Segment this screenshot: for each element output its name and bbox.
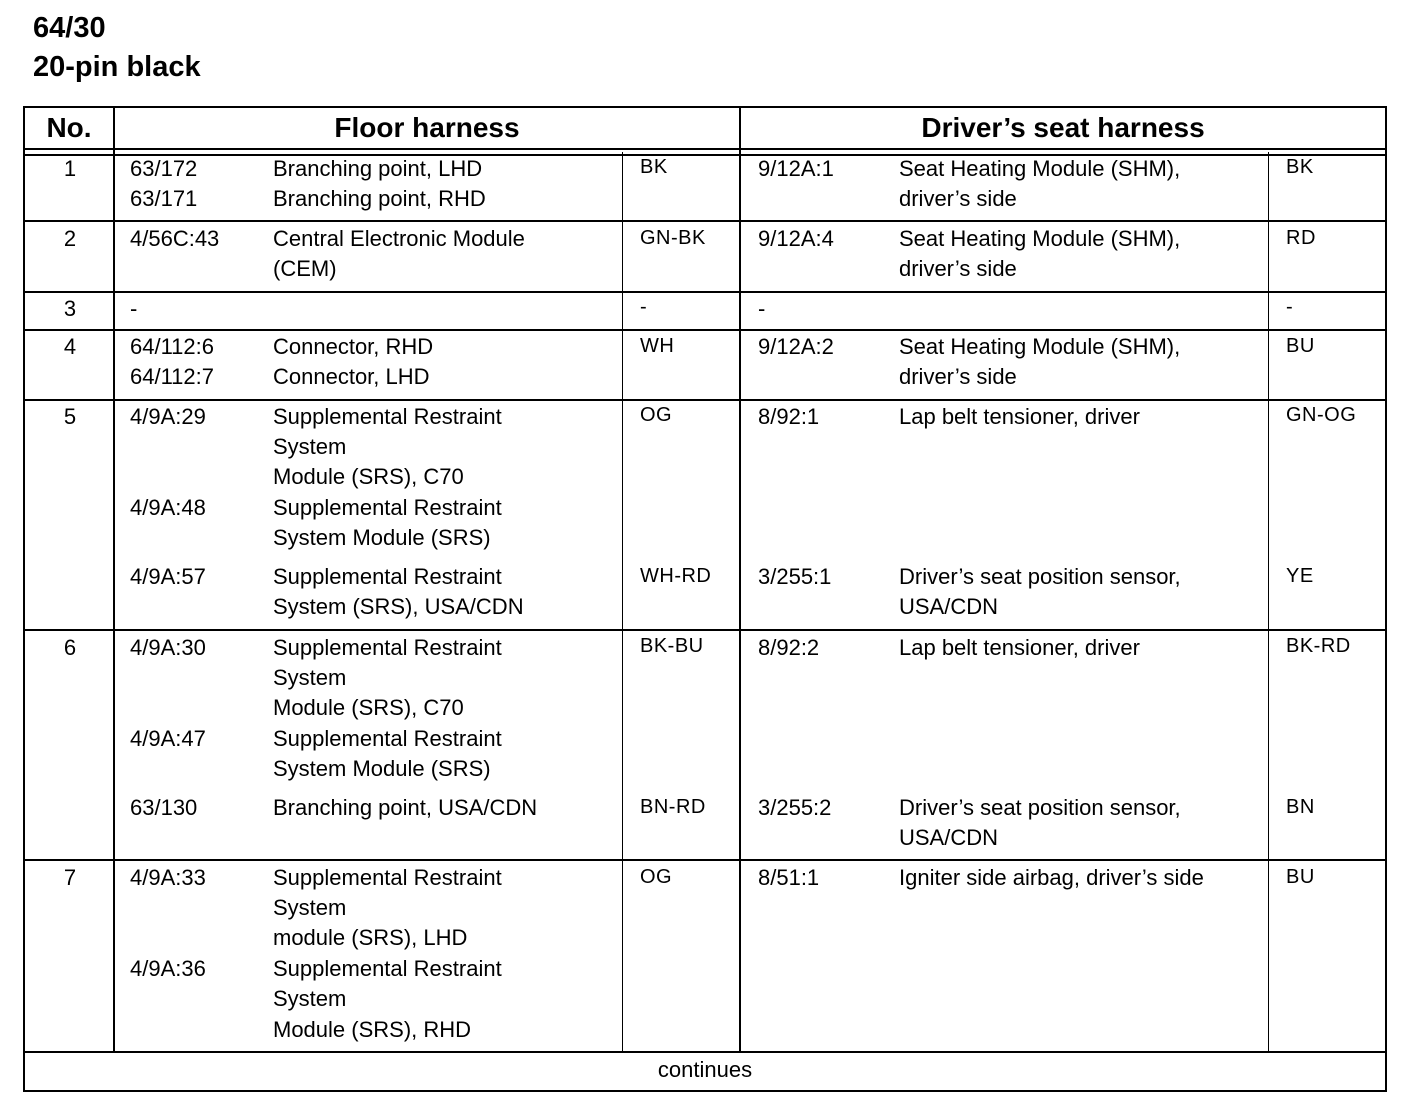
- header-floor-harness: Floor harness: [334, 112, 520, 143]
- floor-desc: Branching point, USA/CDN: [273, 795, 538, 820]
- floor-desc: Supplemental Restraint: [273, 635, 502, 660]
- pin-number: 1: [63, 156, 77, 181]
- driver-desc: Driver’s seat position sensor,: [899, 795, 1181, 820]
- connector-description: 20-pin black: [33, 51, 201, 83]
- wire-color: OG: [640, 866, 673, 888]
- floor-ref: 4/9A:36: [130, 956, 206, 981]
- floor-desc: System Module (SRS): [273, 756, 491, 781]
- connector-id: 64/30: [33, 12, 106, 44]
- driver-ref: 9/12A:4: [758, 226, 834, 251]
- floor-desc: (CEM): [273, 256, 337, 281]
- wire-color: GN-BK: [640, 227, 706, 249]
- driver-desc: Seat Heating Module (SHM),: [899, 226, 1181, 251]
- driver-ref: -: [758, 296, 766, 321]
- header-drivers-seat-harness: Driver’s seat harness: [921, 112, 1205, 143]
- floor-desc: System: [273, 986, 347, 1011]
- floor-desc: Supplemental Restraint: [273, 495, 502, 520]
- driver-desc: USA/CDN: [899, 825, 999, 850]
- wire-color: BK-RD: [1286, 635, 1351, 657]
- driver-desc: Lap belt tensioner, driver: [899, 404, 1140, 429]
- pin-number: 3: [63, 296, 77, 321]
- driver-desc: driver’s side: [899, 364, 1017, 389]
- floor-desc: System Module (SRS): [273, 525, 491, 550]
- wire-color: BK: [640, 156, 668, 178]
- driver-desc: driver’s side: [899, 186, 1017, 211]
- pinout-table: [23, 106, 1387, 1092]
- floor-ref: 4/9A:33: [130, 865, 206, 890]
- driver-desc: Lap belt tensioner, driver: [899, 635, 1140, 660]
- wire-color: BU: [1286, 866, 1315, 888]
- col-divider: [739, 108, 741, 1053]
- floor-desc: System: [273, 895, 347, 920]
- wire-color: RD: [1286, 227, 1316, 249]
- floor-desc: Module (SRS), C70: [273, 695, 464, 720]
- floor-ref: 64/112:6: [130, 334, 215, 359]
- floor-desc: Connector, RHD: [273, 334, 434, 359]
- continues-note: continues: [657, 1057, 753, 1082]
- floor-desc: Central Electronic Module: [273, 226, 525, 251]
- floor-ref: 4/9A:48: [130, 495, 206, 520]
- wire-color: YE: [1286, 565, 1314, 587]
- row-divider: [25, 629, 1385, 631]
- floor-desc: Supplemental Restraint: [273, 865, 502, 890]
- row-divider: [25, 220, 1385, 222]
- col-divider: [1268, 152, 1269, 1053]
- floor-ref: 63/172: [130, 156, 198, 181]
- pin-number: 2: [63, 226, 77, 251]
- driver-desc: driver’s side: [899, 256, 1017, 281]
- row-divider: [25, 329, 1385, 331]
- floor-desc: System (SRS), USA/CDN: [273, 594, 524, 619]
- floor-ref: 4/9A:30: [130, 635, 206, 660]
- wire-color: -: [640, 296, 648, 318]
- floor-ref: 63/130: [130, 795, 198, 820]
- header-no: No.: [46, 112, 92, 143]
- pin-number: 4: [63, 334, 77, 359]
- floor-desc: Branching point, RHD: [273, 186, 486, 211]
- wire-color: BK: [1286, 156, 1314, 178]
- row-divider: [25, 399, 1385, 401]
- driver-desc: Seat Heating Module (SHM),: [899, 156, 1181, 181]
- header-rule: [25, 154, 1385, 156]
- pin-number: 6: [63, 635, 77, 660]
- floor-desc: Supplemental Restraint: [273, 726, 502, 751]
- pin-number: 7: [63, 865, 77, 890]
- driver-ref: 9/12A:1: [758, 156, 834, 181]
- floor-desc: module (SRS), LHD: [273, 925, 468, 950]
- wire-color: -: [1286, 296, 1294, 318]
- wire-color: WH-RD: [640, 565, 712, 587]
- floor-ref: -: [130, 296, 138, 321]
- floor-ref: 4/9A:29: [130, 404, 206, 429]
- floor-desc: System: [273, 434, 347, 459]
- floor-desc: Supplemental Restraint: [273, 564, 502, 589]
- floor-desc: System: [273, 665, 347, 690]
- driver-desc: USA/CDN: [899, 594, 999, 619]
- row-divider: [25, 859, 1385, 861]
- driver-ref: 8/92:1: [758, 404, 820, 429]
- header-rule: [25, 148, 1385, 150]
- col-divider: [622, 152, 623, 1053]
- floor-ref: 4/9A:47: [130, 726, 206, 751]
- floor-desc: Module (SRS), RHD: [273, 1017, 472, 1042]
- floor-desc: Connector, LHD: [273, 364, 430, 389]
- floor-desc: Branching point, LHD: [273, 156, 483, 181]
- floor-desc: Module (SRS), C70: [273, 464, 464, 489]
- driver-desc: Seat Heating Module (SHM),: [899, 334, 1181, 359]
- driver-ref: 3/255:1: [758, 564, 832, 589]
- driver-ref: 8/92:2: [758, 635, 820, 660]
- driver-desc: Driver’s seat position sensor,: [899, 564, 1181, 589]
- wire-color: WH: [640, 335, 675, 357]
- floor-ref: 4/56C:43: [130, 226, 220, 251]
- wire-color: BN: [1286, 796, 1315, 818]
- wire-color: OG: [640, 404, 673, 426]
- floor-ref: 64/112:7: [130, 364, 215, 389]
- driver-ref: 9/12A:2: [758, 334, 834, 359]
- driver-ref: 3/255:2: [758, 795, 832, 820]
- floor-desc: Supplemental Restraint: [273, 404, 502, 429]
- wire-color: BN-RD: [640, 796, 706, 818]
- wire-color: BU: [1286, 335, 1315, 357]
- floor-ref: 63/171: [130, 186, 198, 211]
- driver-ref: 8/51:1: [758, 865, 820, 890]
- wire-color: GN-OG: [1286, 404, 1357, 426]
- driver-desc: Igniter side airbag, driver’s side: [899, 865, 1204, 890]
- floor-ref: 4/9A:57: [130, 564, 206, 589]
- row-divider: [25, 291, 1385, 293]
- floor-desc: Supplemental Restraint: [273, 956, 502, 981]
- wire-color: BK-BU: [640, 635, 704, 657]
- pin-number: 5: [63, 404, 77, 429]
